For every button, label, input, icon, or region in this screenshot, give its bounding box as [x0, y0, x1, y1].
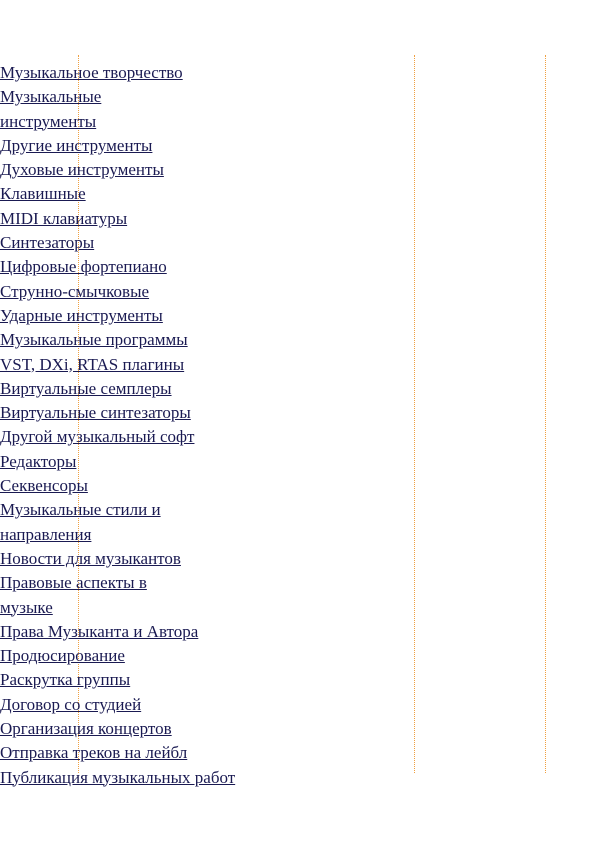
category-item-level-1 [0, 134, 235, 158]
category-link-музыкальное-творчество[interactable]: Музыкальное творчество [0, 63, 183, 82]
category-link-права-музыканта-и-автора[interactable]: Права Музыканта и Автора [0, 621, 199, 641]
category-link-синтезаторы[interactable]: Синтезаторы [0, 233, 95, 253]
category-link-музыкальные-программы[interactable]: Музыкальные программы [0, 330, 188, 350]
category-link-раскрутка-группы[interactable]: Раскрутка группы [0, 670, 131, 690]
category-link-клавишные[interactable]: Клавишные [0, 184, 86, 204]
category-item-level-1 [0, 425, 235, 449]
category-link-ударные-инструменты[interactable]: Ударные инструменты [0, 305, 163, 325]
category-item-level-1 [0, 377, 235, 401]
subcategory-list [0, 620, 235, 644]
category-link-продюсирование[interactable]: Продюсирование [0, 646, 125, 666]
category-link-новости-для-музыкантов[interactable]: Новости для музыкантов [0, 548, 181, 568]
subcategory-list [0, 353, 235, 499]
category-link-цифровые-фортепиано[interactable]: Цифровые фортепиано [0, 257, 167, 277]
category-link-духовые-инструменты[interactable]: Духовые инструменты [0, 160, 164, 180]
category-item-level-2 [0, 255, 235, 279]
category-item-level-1 [0, 717, 235, 741]
category-link-договор-со-студией[interactable]: Договор со студией [0, 694, 142, 714]
category-item-level-0 [0, 61, 235, 85]
category-item-level-1 [0, 766, 235, 790]
category-item-level-2 [0, 207, 235, 231]
category-link-музыкальные-стили-и-направления[interactable]: Музыкальные стили и направления [0, 500, 161, 544]
right-dotted-rule [545, 55, 546, 773]
category-item-level-0 [0, 644, 235, 668]
category-item-level-1 [0, 158, 235, 182]
category-item-level-1 [0, 304, 235, 328]
category-item-level-1 [0, 280, 235, 304]
category-item-level-0 [0, 668, 235, 789]
category-link-секвенсоры[interactable]: Секвенсоры [0, 476, 88, 496]
subcategory-list [0, 693, 235, 790]
category-link-другой-музыкальный-софт[interactable]: Другой музыкальный софт [0, 427, 195, 447]
category-item-level-1 [0, 693, 235, 717]
category-link-виртуальные-синтезаторы[interactable]: Виртуальные синтезаторы [0, 403, 191, 423]
category-item-level-0 [0, 328, 235, 498]
category-item-level-0 [0, 498, 235, 547]
subcategory-list [0, 207, 235, 280]
category-item-level-0 [0, 85, 235, 328]
category-item-level-1 [0, 353, 235, 377]
category-link-струнно-смычковые[interactable]: Струнно-смычковые [0, 281, 150, 301]
category-link-vst-dxi-rtas-плагины[interactable]: VST, DXi, RTAS плагины [0, 354, 185, 374]
category-item-level-0 [0, 547, 235, 571]
category-link-редакторы[interactable]: Редакторы [0, 451, 77, 471]
category-link-другие-инструменты[interactable]: Другие инструменты [0, 135, 153, 155]
subcategory-list [0, 134, 235, 328]
category-link-виртуальные-семплеры[interactable]: Виртуальные семплеры [0, 378, 172, 398]
category-link-публикация-музыкальных-работ[interactable]: Публикация музыкальных работ [0, 767, 236, 787]
category-link-правовые-аспекты-в-музыке[interactable]: Правовые аспекты в музыке [0, 573, 147, 617]
category-tree [0, 61, 235, 790]
category-item-level-1 [0, 741, 235, 765]
category-item-level-1 [0, 450, 235, 474]
category-link-музыкальные-инструменты[interactable]: Музыкальные инструменты [0, 87, 102, 131]
category-link-организация-концертов[interactable]: Организация концертов [0, 719, 172, 739]
category-link-отправка-треков-на-лейбл[interactable]: Отправка треков на лейбл [0, 743, 188, 763]
category-item-level-1 [0, 620, 235, 644]
category-item-level-1 [0, 401, 235, 425]
category-item-level-1 [0, 182, 235, 279]
category-item-level-2 [0, 231, 235, 255]
category-item-level-0 [0, 571, 235, 644]
category-item-level-1 [0, 474, 235, 498]
category-link-midi-клавиатуры[interactable]: MIDI клавиатуры [0, 208, 128, 228]
